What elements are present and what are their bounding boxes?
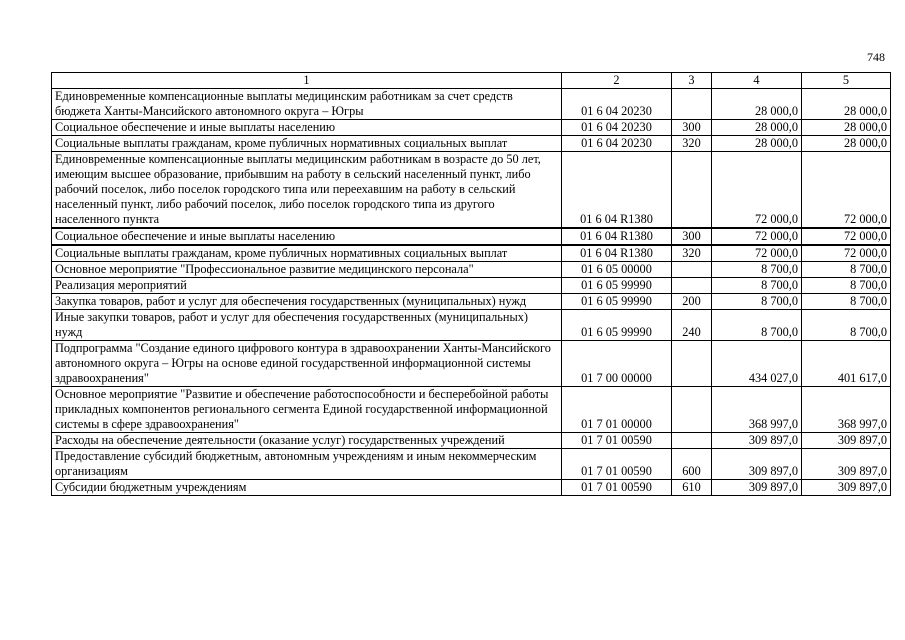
row-description: Субсидии бюджетным учреждениям bbox=[52, 480, 562, 496]
table-row bbox=[52, 387, 891, 433]
row-sum-year1: 72 000,0 bbox=[712, 228, 802, 245]
row-sum-year1: 8 700,0 bbox=[712, 262, 802, 278]
row-description: Предоставление субсидий бюджетным, автономным учреждениям и иным некоммерческим организациям bbox=[52, 449, 562, 480]
row-expense-type: 300 bbox=[672, 120, 712, 136]
row-target-code: 01 7 01 00590 bbox=[562, 449, 672, 480]
row-description: Подпрограмма "Создание единого цифрового контура в здравоохранении Ханты-Мансийского автономного округа – Югры на основе единой государственной информационной системы здравоохранения" bbox=[52, 341, 562, 387]
table-row bbox=[52, 480, 891, 496]
column-header-3: 3 bbox=[672, 73, 712, 89]
row-sum-year1: 8 700,0 bbox=[712, 278, 802, 294]
table-row bbox=[52, 433, 891, 449]
row-expense-type: 200 bbox=[672, 294, 712, 310]
row-description: Социальное обеспечение и иные выплаты населению bbox=[52, 228, 562, 245]
row-sum-year1: 309 897,0 bbox=[712, 480, 802, 496]
row-sum-year1: 28 000,0 bbox=[712, 120, 802, 136]
row-sum-year2: 8 700,0 bbox=[802, 294, 891, 310]
table-row bbox=[52, 120, 891, 136]
row-description: Реализация мероприятий bbox=[52, 278, 562, 294]
row-sum-year1: 368 997,0 bbox=[712, 387, 802, 433]
row-sum-year2: 368 997,0 bbox=[802, 387, 891, 433]
table-row bbox=[52, 152, 891, 229]
table-row bbox=[52, 341, 891, 387]
row-target-code: 01 7 01 00590 bbox=[562, 480, 672, 496]
row-expense-type bbox=[672, 433, 712, 449]
row-description: Иные закупки товаров, работ и услуг для обеспечения государственных (муниципальных) нужд bbox=[52, 310, 562, 341]
page-number: 748 bbox=[867, 50, 885, 64]
row-target-code: 01 7 01 00000 bbox=[562, 387, 672, 433]
row-expense-type: 240 bbox=[672, 310, 712, 341]
row-expense-type: 320 bbox=[672, 136, 712, 152]
row-target-code: 01 6 04 20230 bbox=[562, 136, 672, 152]
column-header-4: 4 bbox=[712, 73, 802, 89]
row-description: Расходы на обеспечение деятельности (оказание услуг) государственных учреждений bbox=[52, 433, 562, 449]
row-description: Единовременные компенсационные выплаты медицинским работникам в возрасте до 50 лет, имеющим высшее образование, прибывшим на работу в сельский населенный пункт, либо рабочий поселок, либо поселок городского типа или переехавшим на работу в сельский населенный пункт, либо рабочий поселок, либо поселок городского типа из другого населенного пункта bbox=[52, 152, 562, 229]
table-row bbox=[52, 89, 891, 120]
row-sum-year2: 72 000,0 bbox=[802, 152, 891, 229]
row-target-code: 01 6 05 99990 bbox=[562, 310, 672, 341]
row-sum-year2: 309 897,0 bbox=[802, 480, 891, 496]
row-expense-type: 610 bbox=[672, 480, 712, 496]
table-header-row bbox=[52, 73, 891, 89]
row-expense-type bbox=[672, 341, 712, 387]
row-sum-year2: 28 000,0 bbox=[802, 120, 891, 136]
row-sum-year1: 28 000,0 bbox=[712, 136, 802, 152]
row-description: Социальное обеспечение и иные выплаты населению bbox=[52, 120, 562, 136]
row-sum-year1: 72 000,0 bbox=[712, 245, 802, 262]
row-sum-year2: 8 700,0 bbox=[802, 310, 891, 341]
row-target-code: 01 6 04 20230 bbox=[562, 120, 672, 136]
row-target-code: 01 6 05 00000 bbox=[562, 262, 672, 278]
row-sum-year2: 8 700,0 bbox=[802, 262, 891, 278]
row-sum-year1: 8 700,0 bbox=[712, 310, 802, 341]
row-sum-year1: 309 897,0 bbox=[712, 449, 802, 480]
row-expense-type bbox=[672, 278, 712, 294]
row-sum-year2: 28 000,0 bbox=[802, 89, 891, 120]
table-row bbox=[52, 228, 891, 245]
row-sum-year1: 309 897,0 bbox=[712, 433, 802, 449]
column-header-2: 2 bbox=[562, 73, 672, 89]
row-target-code: 01 6 05 99990 bbox=[562, 294, 672, 310]
column-header-5: 5 bbox=[802, 73, 891, 89]
row-sum-year2: 401 617,0 bbox=[802, 341, 891, 387]
row-expense-type bbox=[672, 387, 712, 433]
row-expense-type: 300 bbox=[672, 228, 712, 245]
row-target-code: 01 6 04 20230 bbox=[562, 89, 672, 120]
row-sum-year2: 8 700,0 bbox=[802, 278, 891, 294]
row-target-code: 01 6 05 99990 bbox=[562, 278, 672, 294]
table-row bbox=[52, 449, 891, 480]
table-row bbox=[52, 294, 891, 310]
row-sum-year2: 309 897,0 bbox=[802, 449, 891, 480]
table-row bbox=[52, 278, 891, 294]
row-sum-year1: 28 000,0 bbox=[712, 89, 802, 120]
row-description: Социальные выплаты гражданам, кроме публичных нормативных социальных выплат bbox=[52, 245, 562, 262]
row-expense-type bbox=[672, 89, 712, 120]
row-sum-year1: 8 700,0 bbox=[712, 294, 802, 310]
row-description: Основное мероприятие "Профессиональное развитие медицинского персонала" bbox=[52, 262, 562, 278]
row-sum-year2: 28 000,0 bbox=[802, 136, 891, 152]
row-target-code: 01 6 04 R1380 bbox=[562, 228, 672, 245]
row-sum-year1: 434 027,0 bbox=[712, 341, 802, 387]
row-sum-year2: 72 000,0 bbox=[802, 228, 891, 245]
row-description: Основное мероприятие "Развитие и обеспечение работоспособности и бесперебойной работы прикладных компонентов регионального сегмента Единой государственной информационной системы в сфере здравоохранения" bbox=[52, 387, 562, 433]
table-row bbox=[52, 245, 891, 262]
row-target-code: 01 7 01 00590 bbox=[562, 433, 672, 449]
table-row bbox=[52, 136, 891, 152]
row-description: Социальные выплаты гражданам, кроме публичных нормативных социальных выплат bbox=[52, 136, 562, 152]
row-description: Закупка товаров, работ и услуг для обеспечения государственных (муниципальных) нужд bbox=[52, 294, 562, 310]
row-expense-type bbox=[672, 262, 712, 278]
row-target-code: 01 6 04 R1380 bbox=[562, 152, 672, 229]
row-target-code: 01 7 00 00000 bbox=[562, 341, 672, 387]
budget-table bbox=[51, 72, 891, 496]
row-expense-type bbox=[672, 152, 712, 229]
table-row bbox=[52, 310, 891, 341]
row-description: Единовременные компенсационные выплаты медицинским работникам за счет средств бюджета Ханты-Мансийского автономного округа – Югры bbox=[52, 89, 562, 120]
row-sum-year2: 309 897,0 bbox=[802, 433, 891, 449]
row-target-code: 01 6 04 R1380 bbox=[562, 245, 672, 262]
row-expense-type: 600 bbox=[672, 449, 712, 480]
row-sum-year2: 72 000,0 bbox=[802, 245, 891, 262]
row-expense-type: 320 bbox=[672, 245, 712, 262]
column-header-1: 1 bbox=[52, 73, 562, 89]
row-sum-year1: 72 000,0 bbox=[712, 152, 802, 229]
table-row bbox=[52, 262, 891, 278]
